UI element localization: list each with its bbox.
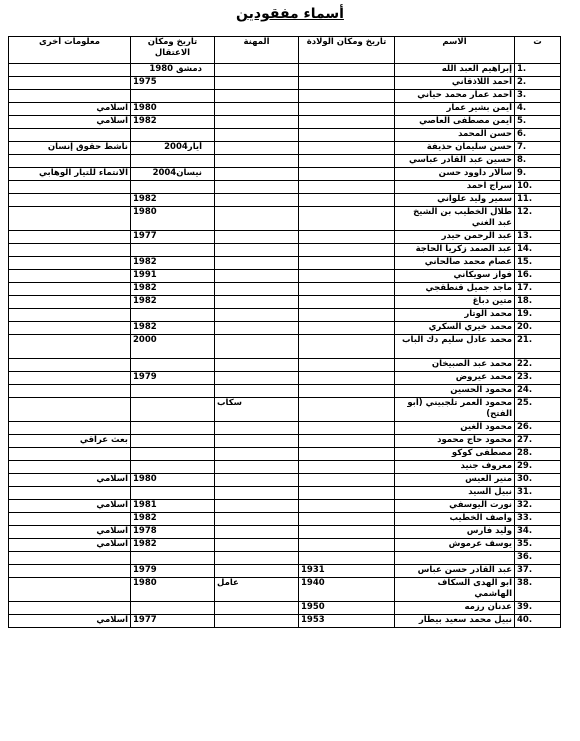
- row-job: [215, 513, 299, 526]
- row-info: [9, 398, 131, 422]
- row-info: [9, 335, 131, 359]
- row-arrest: 1977: [131, 231, 215, 244]
- row-job: [215, 539, 299, 552]
- row-info: [9, 257, 131, 270]
- row-info: الانتماء للتيار الوهابي: [9, 168, 131, 181]
- row-arrest: [131, 359, 215, 372]
- row-name: [395, 552, 515, 565]
- row-info: [9, 565, 131, 578]
- row-birth: [299, 168, 395, 181]
- row-arrest: نيسان2004: [131, 168, 215, 181]
- row-job: [215, 602, 299, 615]
- row-name: حسن المحمد: [395, 129, 515, 142]
- row-info: [9, 283, 131, 296]
- row-arrest: 1982: [131, 194, 215, 207]
- table-row: [9, 296, 561, 309]
- table-row: [9, 309, 561, 322]
- table-row: [9, 513, 561, 526]
- header-job: المهنة: [215, 37, 299, 64]
- row-name: عبد الرحمن حيدر: [395, 231, 515, 244]
- row-number: 20.: [515, 322, 561, 335]
- row-job: [215, 257, 299, 270]
- row-number: 24.: [515, 385, 561, 398]
- row-arrest: 1991: [131, 270, 215, 283]
- row-job: عامل: [215, 578, 299, 602]
- row-name: فواز سويكاني: [395, 270, 515, 283]
- row-job: [215, 90, 299, 103]
- row-birth: [299, 552, 395, 565]
- row-arrest: 1979: [131, 565, 215, 578]
- row-name: سمير وليد علواني: [395, 194, 515, 207]
- row-name: محمد الوتار: [395, 309, 515, 322]
- row-job: [215, 487, 299, 500]
- row-name: عصام محمد صالحاني: [395, 257, 515, 270]
- row-info: [9, 231, 131, 244]
- row-name: محمد عادل سليم دك الباب: [395, 335, 515, 359]
- row-number: 14.: [515, 244, 561, 257]
- row-job: [215, 322, 299, 335]
- row-info: اسلامي: [9, 615, 131, 628]
- row-arrest: [131, 129, 215, 142]
- row-info: [9, 578, 131, 602]
- missing-persons-table: [8, 36, 561, 628]
- row-info: [9, 77, 131, 90]
- page-title: أسماء مفقودين: [236, 6, 344, 22]
- row-number: 10.: [515, 181, 561, 194]
- row-number: 40.: [515, 615, 561, 628]
- row-name: نبيل محمد سعيد بيطار: [395, 615, 515, 628]
- row-info: [9, 129, 131, 142]
- row-info: [9, 385, 131, 398]
- row-number: 38.: [515, 578, 561, 602]
- row-info: اسلامي: [9, 474, 131, 487]
- row-number: 16.: [515, 270, 561, 283]
- table-row: [9, 372, 561, 385]
- row-arrest: 1980: [131, 103, 215, 116]
- table-row: [9, 103, 561, 116]
- row-birth: [299, 513, 395, 526]
- table-row: [9, 487, 561, 500]
- table-row: [9, 116, 561, 129]
- row-number: 30.: [515, 474, 561, 487]
- row-birth: [299, 194, 395, 207]
- row-birth: [299, 372, 395, 385]
- row-job: [215, 194, 299, 207]
- row-arrest: 1975: [131, 77, 215, 90]
- row-birth: [299, 296, 395, 309]
- row-birth: [299, 155, 395, 168]
- row-name: حسن سليمان حذيفة: [395, 142, 515, 155]
- row-birth: [299, 257, 395, 270]
- row-job: [215, 155, 299, 168]
- row-name: متين دباغ: [395, 296, 515, 309]
- row-job: [215, 244, 299, 257]
- row-number: 35.: [515, 539, 561, 552]
- header-name: الاسم: [395, 37, 515, 64]
- table-row: [9, 231, 561, 244]
- row-info: [9, 270, 131, 283]
- row-birth: [299, 322, 395, 335]
- row-number: 23.: [515, 372, 561, 385]
- row-number: 1.: [515, 64, 561, 77]
- row-arrest: 1982: [131, 539, 215, 552]
- table-row: [9, 398, 561, 422]
- row-number: 4.: [515, 103, 561, 116]
- row-arrest: [131, 181, 215, 194]
- row-number: 12.: [515, 207, 561, 231]
- row-arrest: 1979: [131, 372, 215, 385]
- row-arrest: 1977: [131, 615, 215, 628]
- row-name: مصطفى كوكو: [395, 448, 515, 461]
- table-row: [9, 602, 561, 615]
- row-birth: [299, 64, 395, 77]
- row-birth: [299, 435, 395, 448]
- row-arrest: 1981: [131, 500, 215, 513]
- row-arrest: [131, 435, 215, 448]
- row-name: محمود حاج محمود: [395, 435, 515, 448]
- row-info: [9, 602, 131, 615]
- row-info: بعث عراقي: [9, 435, 131, 448]
- row-birth: [299, 335, 395, 359]
- row-name: محمود الغين: [395, 422, 515, 435]
- row-job: [215, 309, 299, 322]
- header-birth: تاريخ ومكان الولادة: [299, 37, 395, 64]
- row-name: عدنان رزمه: [395, 602, 515, 615]
- row-name: عبد الصمد زكريا الحاجة: [395, 244, 515, 257]
- row-birth: [299, 461, 395, 474]
- table-row: [9, 257, 561, 270]
- table-row: [9, 578, 561, 602]
- row-name: ماجد جميل قنطقجي: [395, 283, 515, 296]
- row-number: 2.: [515, 77, 561, 90]
- header-num: ت: [515, 37, 561, 64]
- header-arrest: تاريخ ومكان الاعتقال: [131, 37, 215, 64]
- table-row: [9, 77, 561, 90]
- row-number: 31.: [515, 487, 561, 500]
- row-arrest: [131, 155, 215, 168]
- row-job: [215, 526, 299, 539]
- row-job: [215, 116, 299, 129]
- table-row: [9, 474, 561, 487]
- row-info: [9, 244, 131, 257]
- row-arrest: [131, 90, 215, 103]
- row-name: حسين عبد القادر عباسي: [395, 155, 515, 168]
- row-number: 25.: [515, 398, 561, 422]
- row-info: ناشط حقوق إنسان: [9, 142, 131, 155]
- row-number: 28.: [515, 448, 561, 461]
- table-row: [9, 435, 561, 448]
- row-number: 39.: [515, 602, 561, 615]
- table-row: [9, 615, 561, 628]
- table-row: [9, 181, 561, 194]
- row-birth: [299, 90, 395, 103]
- row-arrest: دمشق 1980: [131, 64, 215, 77]
- row-name: محمد عيروض: [395, 372, 515, 385]
- row-info: [9, 194, 131, 207]
- table-row: [9, 461, 561, 474]
- row-arrest: [131, 398, 215, 422]
- row-number: 5.: [515, 116, 561, 129]
- table-row: [9, 526, 561, 539]
- row-job: [215, 231, 299, 244]
- row-arrest: [131, 461, 215, 474]
- row-job: [215, 142, 299, 155]
- row-info: [9, 372, 131, 385]
- table-row: [9, 448, 561, 461]
- row-job: [215, 335, 299, 359]
- table-row: [9, 129, 561, 142]
- row-birth: [299, 359, 395, 372]
- row-number: 17.: [515, 283, 561, 296]
- row-name: محمد عبد الصبيخان: [395, 359, 515, 372]
- row-birth: 1940: [299, 578, 395, 602]
- row-info: [9, 513, 131, 526]
- row-birth: [299, 142, 395, 155]
- row-job: [215, 270, 299, 283]
- row-number: 11.: [515, 194, 561, 207]
- row-name: أحمد اللاذقاني: [395, 77, 515, 90]
- row-number: 7.: [515, 142, 561, 155]
- row-name: محمد خيري السكري: [395, 322, 515, 335]
- row-job: [215, 435, 299, 448]
- row-job: [215, 207, 299, 231]
- row-name: محمود الحسين: [395, 385, 515, 398]
- row-birth: [299, 283, 395, 296]
- row-number: 13.: [515, 231, 561, 244]
- row-number: 6.: [515, 129, 561, 142]
- row-arrest: 1982: [131, 116, 215, 129]
- row-info: [9, 90, 131, 103]
- row-job: [215, 168, 299, 181]
- row-job: [215, 615, 299, 628]
- row-name: إبراهيم العبد الله: [395, 64, 515, 77]
- row-birth: [299, 422, 395, 435]
- row-birth: 1950: [299, 602, 395, 615]
- row-arrest: [131, 244, 215, 257]
- table-row: [9, 244, 561, 257]
- table-row: [9, 552, 561, 565]
- row-arrest: 1980: [131, 474, 215, 487]
- table-header-row: [9, 37, 561, 64]
- row-info: [9, 309, 131, 322]
- row-job: [215, 359, 299, 372]
- row-info: [9, 448, 131, 461]
- row-info: اسلامي: [9, 500, 131, 513]
- row-name: محمود العمر تلجبيني (أبو الفتح): [395, 398, 515, 422]
- table-row: [9, 322, 561, 335]
- row-job: [215, 552, 299, 565]
- row-name: أحمد عمار محمد حياني: [395, 90, 515, 103]
- row-job: [215, 64, 299, 77]
- table-row: [9, 90, 561, 103]
- row-arrest: 1982: [131, 513, 215, 526]
- row-number: 26.: [515, 422, 561, 435]
- row-job: [215, 77, 299, 90]
- row-arrest: [131, 552, 215, 565]
- row-number: 22.: [515, 359, 561, 372]
- row-arrest: 1982: [131, 257, 215, 270]
- row-name: أيمن مصطفى العاصي: [395, 116, 515, 129]
- row-birth: [299, 77, 395, 90]
- row-name: ابو الهدى السكاف الهاشمي: [395, 578, 515, 602]
- row-number: 33.: [515, 513, 561, 526]
- row-name: نورت اليوسفي: [395, 500, 515, 513]
- row-info: [9, 296, 131, 309]
- row-job: [215, 448, 299, 461]
- row-info: [9, 155, 131, 168]
- row-arrest: 1982: [131, 296, 215, 309]
- row-name: عبد القادر حسن عباس: [395, 565, 515, 578]
- row-arrest: أيار2004: [131, 142, 215, 155]
- row-birth: [299, 181, 395, 194]
- row-arrest: [131, 487, 215, 500]
- row-number: 18.: [515, 296, 561, 309]
- row-job: [215, 422, 299, 435]
- header-info: معلومات أخرى: [9, 37, 131, 64]
- row-birth: [299, 244, 395, 257]
- table-row: [9, 155, 561, 168]
- row-birth: [299, 487, 395, 500]
- row-number: 34.: [515, 526, 561, 539]
- row-name: منير العيس: [395, 474, 515, 487]
- row-job: [215, 296, 299, 309]
- table-row: [9, 194, 561, 207]
- row-birth: [299, 309, 395, 322]
- row-name: طلال الخطيب بن الشيخ عبد الغني: [395, 207, 515, 231]
- table-row: [9, 565, 561, 578]
- row-number: 29.: [515, 461, 561, 474]
- table-row: [9, 142, 561, 155]
- row-birth: [299, 385, 395, 398]
- row-arrest: 2000: [131, 335, 215, 359]
- row-info: [9, 359, 131, 372]
- row-number: 19.: [515, 309, 561, 322]
- row-job: [215, 385, 299, 398]
- row-arrest: 1982: [131, 322, 215, 335]
- row-name: معروف جنيد: [395, 461, 515, 474]
- table-row: [9, 422, 561, 435]
- table-row: [9, 385, 561, 398]
- row-number: 27.: [515, 435, 561, 448]
- row-info: [9, 422, 131, 435]
- row-info: [9, 322, 131, 335]
- row-name: واصف الخطيب: [395, 513, 515, 526]
- table-row: [9, 500, 561, 513]
- row-info: [9, 461, 131, 474]
- row-job: [215, 181, 299, 194]
- table-row: [9, 539, 561, 552]
- row-number: 21.: [515, 335, 561, 359]
- row-birth: [299, 116, 395, 129]
- row-info: اسلامي: [9, 539, 131, 552]
- row-job: سكاب: [215, 398, 299, 422]
- row-name: نبيل السيد: [395, 487, 515, 500]
- row-number: 8.: [515, 155, 561, 168]
- row-birth: 1931: [299, 565, 395, 578]
- row-job: [215, 372, 299, 385]
- row-birth: [299, 270, 395, 283]
- row-info: [9, 552, 131, 565]
- table-row: [9, 168, 561, 181]
- row-number: 32.: [515, 500, 561, 513]
- row-arrest: [131, 309, 215, 322]
- row-birth: [299, 448, 395, 461]
- row-job: [215, 474, 299, 487]
- row-arrest: [131, 422, 215, 435]
- table-row: [9, 359, 561, 372]
- row-birth: [299, 103, 395, 116]
- row-birth: [299, 526, 395, 539]
- row-name: سراج احمد: [395, 181, 515, 194]
- table-row: [9, 270, 561, 283]
- row-birth: [299, 500, 395, 513]
- row-info: [9, 207, 131, 231]
- row-number: 9.: [515, 168, 561, 181]
- row-job: [215, 461, 299, 474]
- row-info: اسلامي: [9, 116, 131, 129]
- row-name: يوسف عرموش: [395, 539, 515, 552]
- row-job: [215, 565, 299, 578]
- row-number: 37.: [515, 565, 561, 578]
- row-arrest: 1980: [131, 578, 215, 602]
- row-birth: 1953: [299, 615, 395, 628]
- row-info: [9, 64, 131, 77]
- row-birth: [299, 539, 395, 552]
- row-birth: [299, 207, 395, 231]
- row-arrest: [131, 385, 215, 398]
- row-info: اسلامي: [9, 526, 131, 539]
- row-number: 3.: [515, 90, 561, 103]
- row-birth: [299, 129, 395, 142]
- row-arrest: [131, 448, 215, 461]
- row-info: اسلامي: [9, 103, 131, 116]
- row-birth: [299, 474, 395, 487]
- row-birth: [299, 398, 395, 422]
- table-row: [9, 64, 561, 77]
- row-info: [9, 487, 131, 500]
- row-arrest: [131, 602, 215, 615]
- row-arrest: 1982: [131, 283, 215, 296]
- row-number: 36.: [515, 552, 561, 565]
- row-job: [215, 283, 299, 296]
- table-body: [9, 64, 561, 628]
- row-number: 15.: [515, 257, 561, 270]
- table-row: [9, 207, 561, 231]
- row-name: سالار داوود حسن: [395, 168, 515, 181]
- row-job: [215, 500, 299, 513]
- row-job: [215, 103, 299, 116]
- row-arrest: 1980: [131, 207, 215, 231]
- table-row: [9, 283, 561, 296]
- row-birth: [299, 231, 395, 244]
- row-name: أيمن بشير عمار: [395, 103, 515, 116]
- row-arrest: 1978: [131, 526, 215, 539]
- table-row: [9, 335, 561, 359]
- row-name: وليد فارس: [395, 526, 515, 539]
- row-job: [215, 129, 299, 142]
- row-info: [9, 181, 131, 194]
